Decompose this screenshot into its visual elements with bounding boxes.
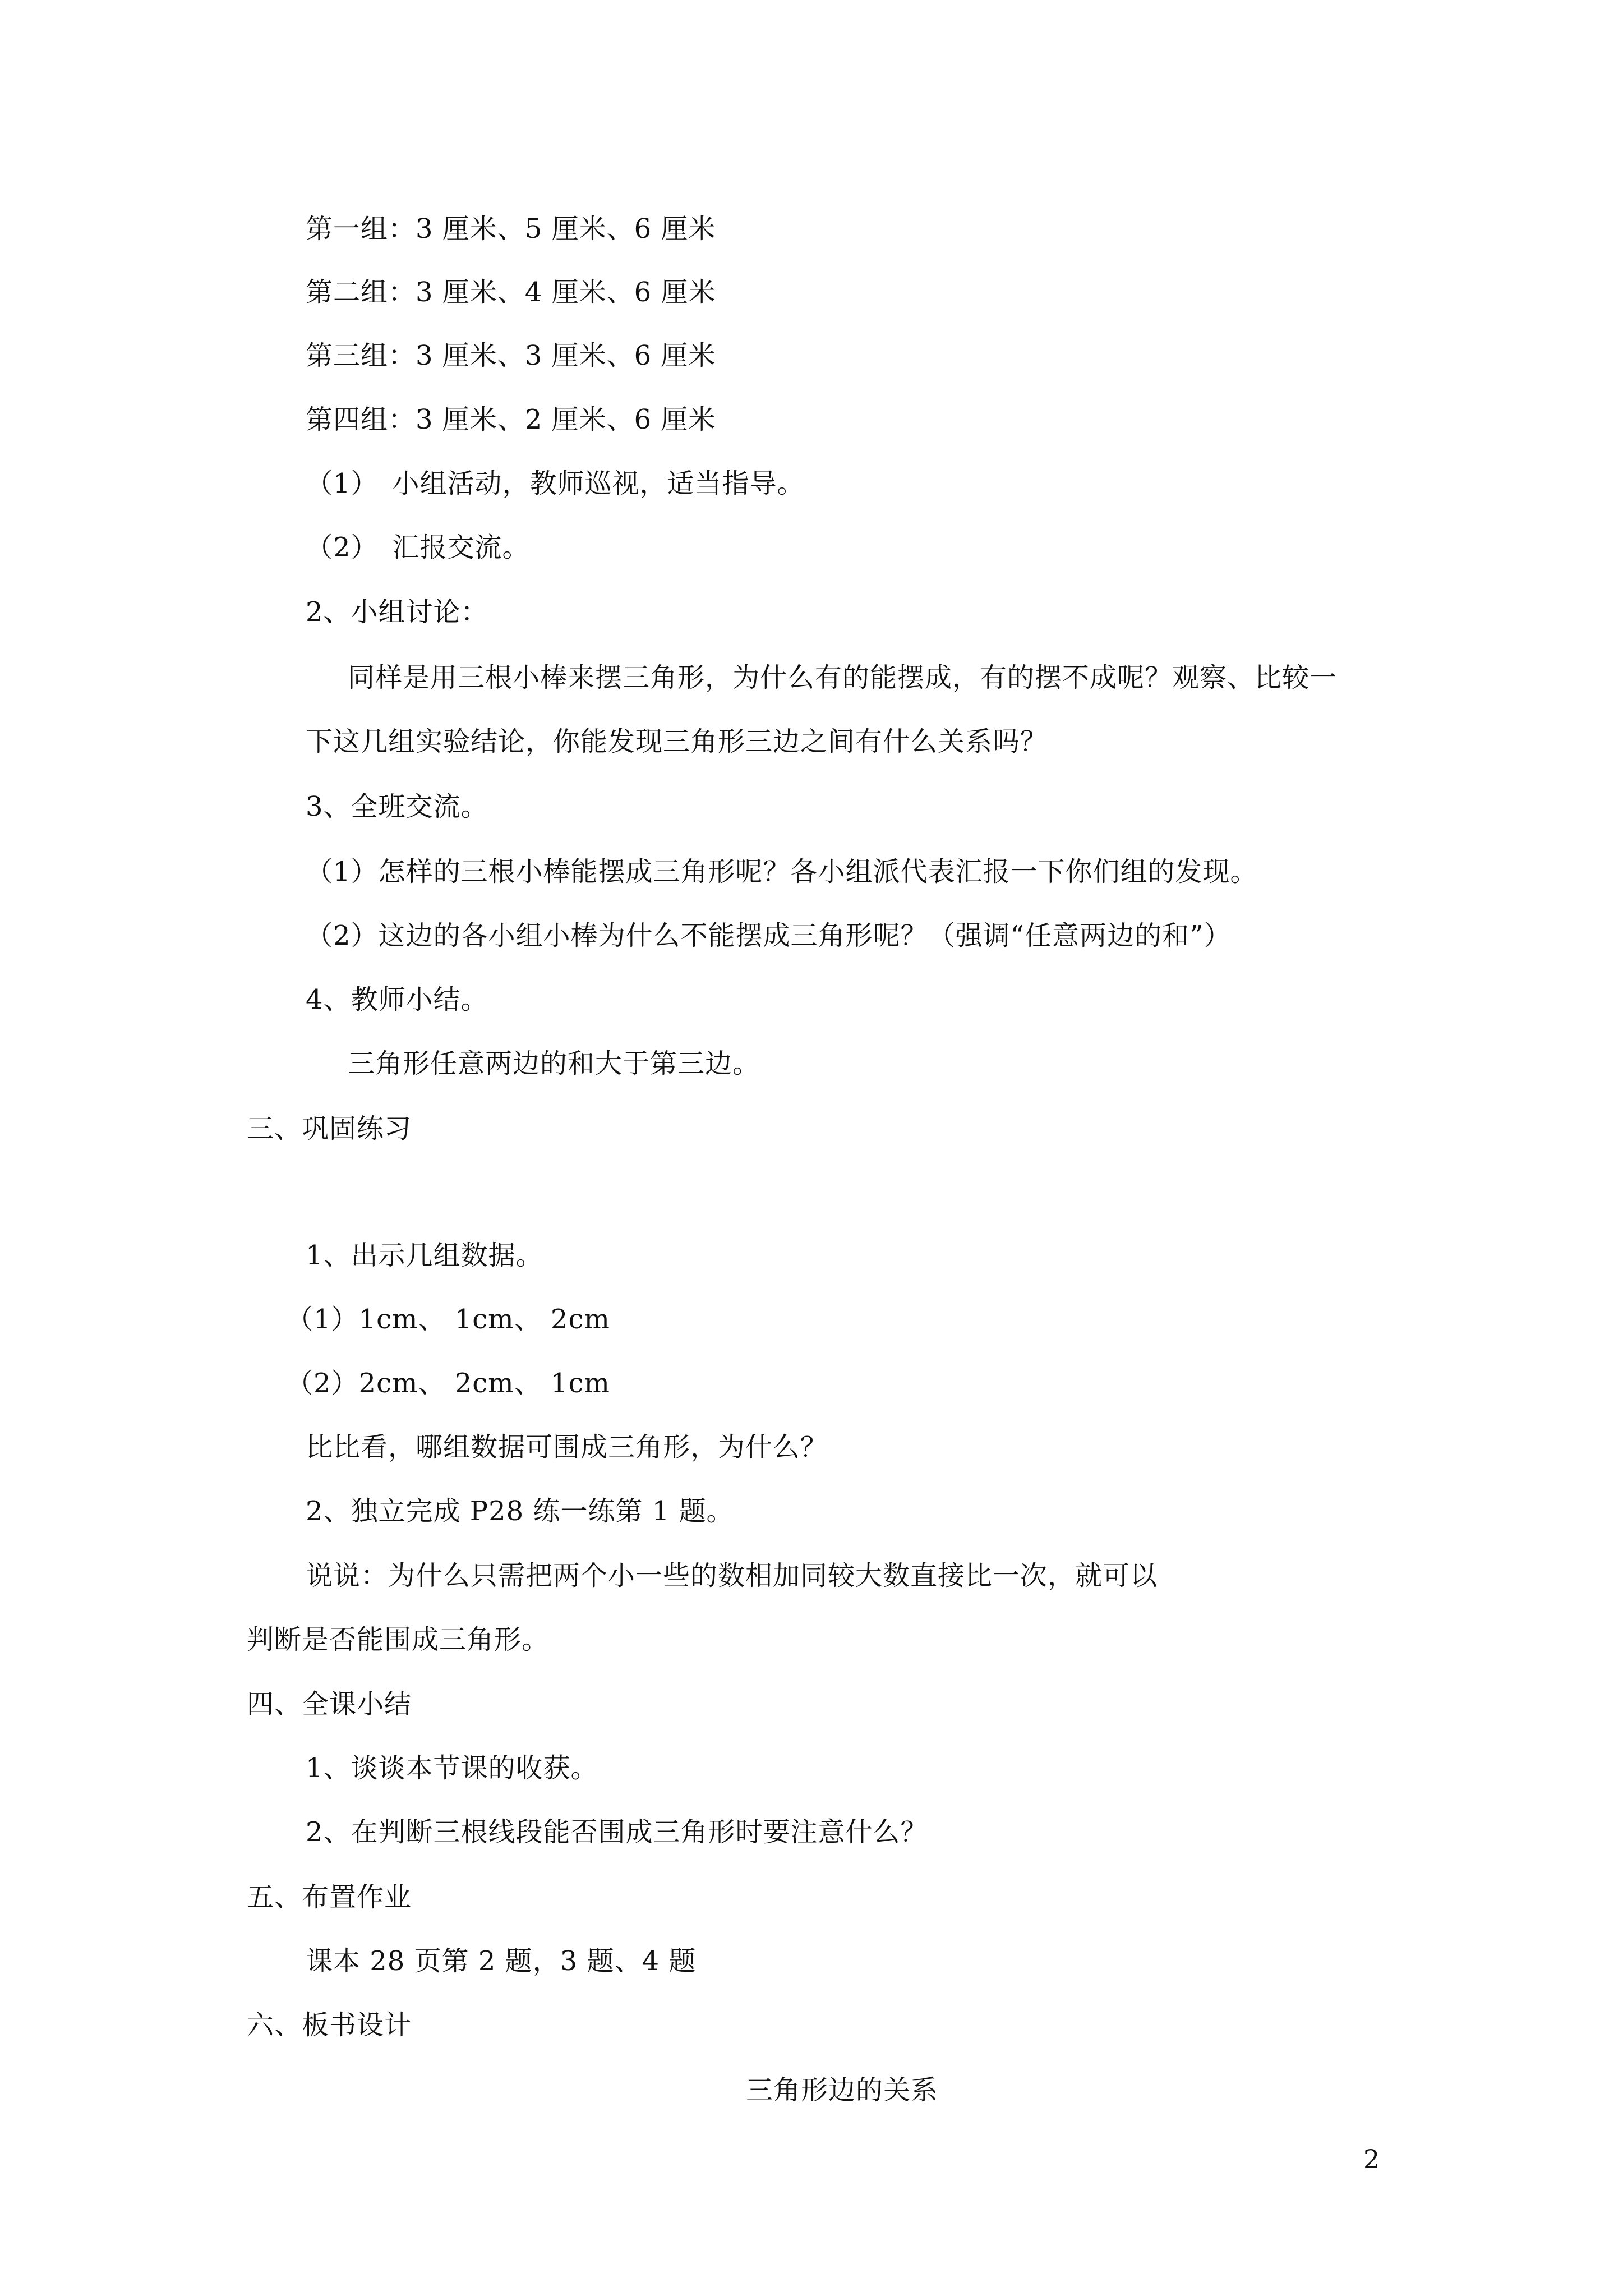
teacher-summary-heading: 4、教师小结。 xyxy=(306,984,488,1015)
group-discussion-heading: 2、小组讨论： xyxy=(306,596,488,628)
exchange-question-1: （1）怎样的三根小棒能摆成三角形呢？各小组派代表汇报一下你们组的发现。 xyxy=(306,856,1258,887)
explain-paragraph-line-1: 说说：为什么只需把两个小一些的数相加同较大数直接比一次，就可以 xyxy=(306,1560,1158,1591)
discussion-paragraph-line-2: 下这几组实验结论，你能发现三角形三边之间有什么关系吗？ xyxy=(306,726,1048,757)
data-set-2: （2）2cm、 2cm、 1cm xyxy=(286,1368,610,1399)
step-1-line: （1） 小组活动，教师巡视，适当指导。 xyxy=(306,468,805,499)
compare-question: 比比看，哪组数据可围成三角形，为什么？ xyxy=(306,1432,828,1463)
data-set-1: （1）1cm、 1cm、 2cm xyxy=(286,1304,610,1335)
board-title: 三角形边的关系 xyxy=(746,2074,939,2106)
show-data-heading: 1、出示几组数据。 xyxy=(306,1240,543,1271)
exchange-question-2: （2）这边的各小组小棒为什么不能摆成三角形呢？（强调“任意两边的和”） xyxy=(306,920,1232,951)
step-2-line: （2） 汇报交流。 xyxy=(306,532,530,563)
class-exchange-heading: 3、全班交流。 xyxy=(306,791,488,822)
discussion-paragraph-line-1: 同样是用三根小棒来摆三角形，为什么有的能摆成，有的摆不成呢？观察、比较一 xyxy=(348,662,1338,693)
section-three-heading: 三、巩固练习 xyxy=(247,1113,412,1144)
group-two-line: 第二组：3 厘米、4 厘米、6 厘米 xyxy=(306,277,716,308)
section-five-heading: 五、布置作业 xyxy=(247,1881,412,1913)
section-six-heading: 六、板书设计 xyxy=(247,2009,412,2041)
independent-exercise-line: 2、独立完成 P28 练一练第 1 题。 xyxy=(306,1496,734,1527)
page-number: 2 xyxy=(1363,2144,1380,2174)
group-four-line: 第四组：3 厘米、2 厘米、6 厘米 xyxy=(306,404,716,435)
group-three-line: 第三组：3 厘米、3 厘米、6 厘米 xyxy=(306,340,716,371)
homework-line: 课本 28 页第 2 题，3 题、4 题 xyxy=(306,1945,697,1977)
summary-item-1: 1、谈谈本节课的收获。 xyxy=(306,1752,598,1784)
group-one-line: 第一组：3 厘米、5 厘米、6 厘米 xyxy=(306,213,716,245)
summary-item-2: 2、在判断三根线段能否围成三角形时要注意什么？ xyxy=(306,1816,928,1848)
triangle-rule-line: 三角形任意两边的和大于第三边。 xyxy=(348,1048,760,1079)
explain-paragraph-line-2: 判断是否能围成三角形。 xyxy=(247,1624,550,1655)
section-four-heading: 四、全课小结 xyxy=(247,1688,412,1720)
